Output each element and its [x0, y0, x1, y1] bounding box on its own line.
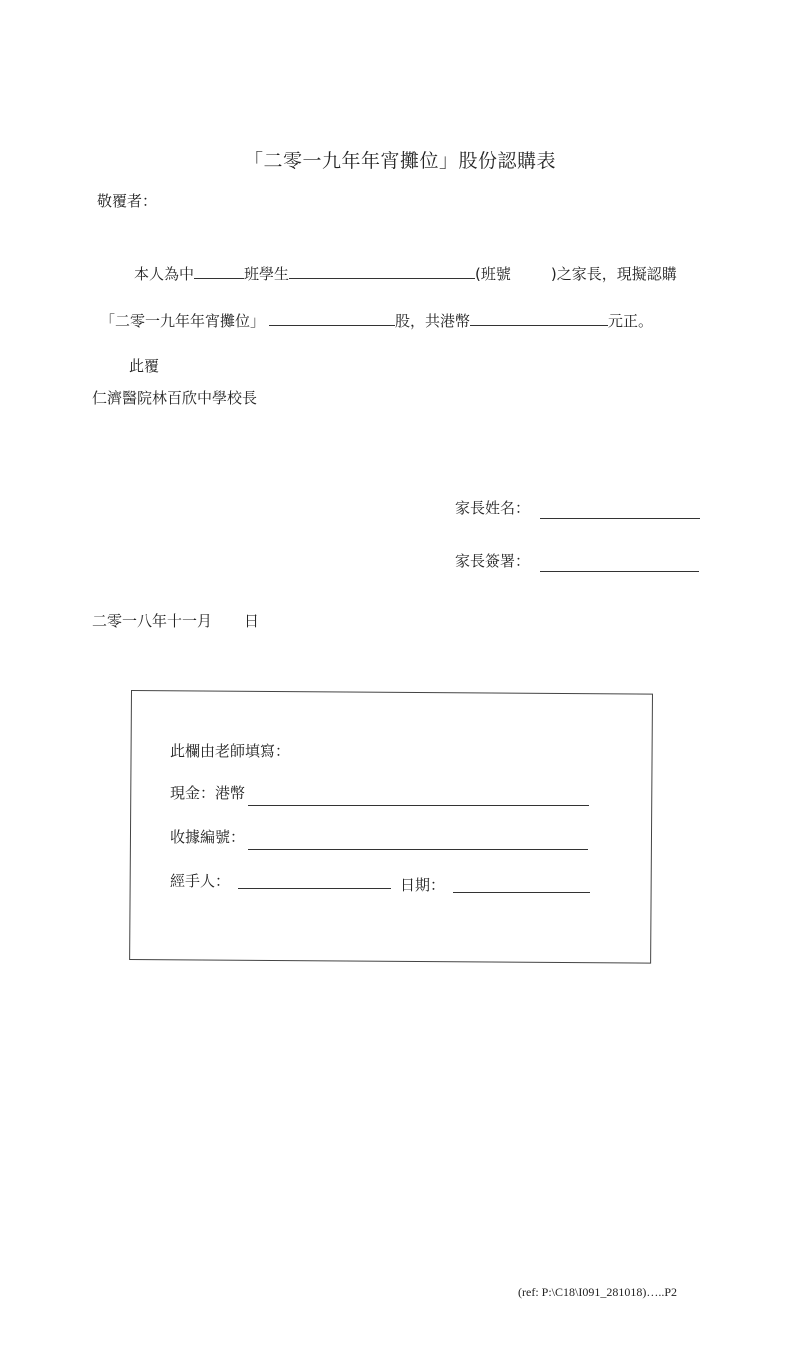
- reference-code: (ref: P:\C18\I091_281018)…..P2: [518, 1285, 677, 1299]
- line2-prefix: 「二零一九年年宵攤位」: [100, 312, 266, 330]
- receipt-label: 收據編號：: [170, 828, 246, 846]
- body-line-1: [134, 263, 677, 284]
- handler-field[interactable]: [238, 888, 391, 889]
- closing: 此覆: [129, 357, 160, 375]
- receipt-field[interactable]: [248, 849, 588, 850]
- salutation: 敬覆者：: [97, 192, 158, 210]
- date-line: [92, 610, 259, 631]
- cash-field[interactable]: [248, 805, 589, 806]
- teacher-date-field[interactable]: [453, 892, 590, 893]
- parent-name-field[interactable]: [540, 518, 700, 519]
- teacher-box-heading: 此欄由老師填寫：: [170, 742, 291, 760]
- grade-blank[interactable]: [194, 264, 244, 279]
- parent-signature-label: 家長簽署：: [455, 552, 531, 570]
- parent-signature-field[interactable]: [540, 571, 699, 572]
- parent-name-label: 家長姓名：: [455, 499, 531, 517]
- date-day: 日: [244, 612, 260, 630]
- recipient: 仁濟醫院林百欣中學校長: [92, 389, 258, 407]
- cash-label: 現金：港幣: [170, 784, 246, 802]
- line1-suffix: )之家長，現擬認購: [550, 265, 677, 283]
- body-line-2: [100, 310, 653, 331]
- teacher-date-label: 日期：: [400, 876, 446, 894]
- date-prefix: 二零一八年十一月: [92, 612, 213, 630]
- handler-label: 經手人：: [170, 872, 231, 890]
- line1-classno: (班號: [475, 265, 511, 283]
- student-name-blank[interactable]: [289, 264, 475, 279]
- line1-prefix: 本人為中: [134, 265, 195, 283]
- shares-blank[interactable]: [269, 311, 395, 326]
- form-title: 「二零一九年年宵攤位」股份認購表: [243, 150, 556, 172]
- line2-suffix: 元正。: [608, 312, 654, 330]
- amount-blank[interactable]: [470, 311, 608, 326]
- line1-class: 班學生: [244, 265, 290, 283]
- line2-shares: 股，共港幣: [395, 312, 471, 330]
